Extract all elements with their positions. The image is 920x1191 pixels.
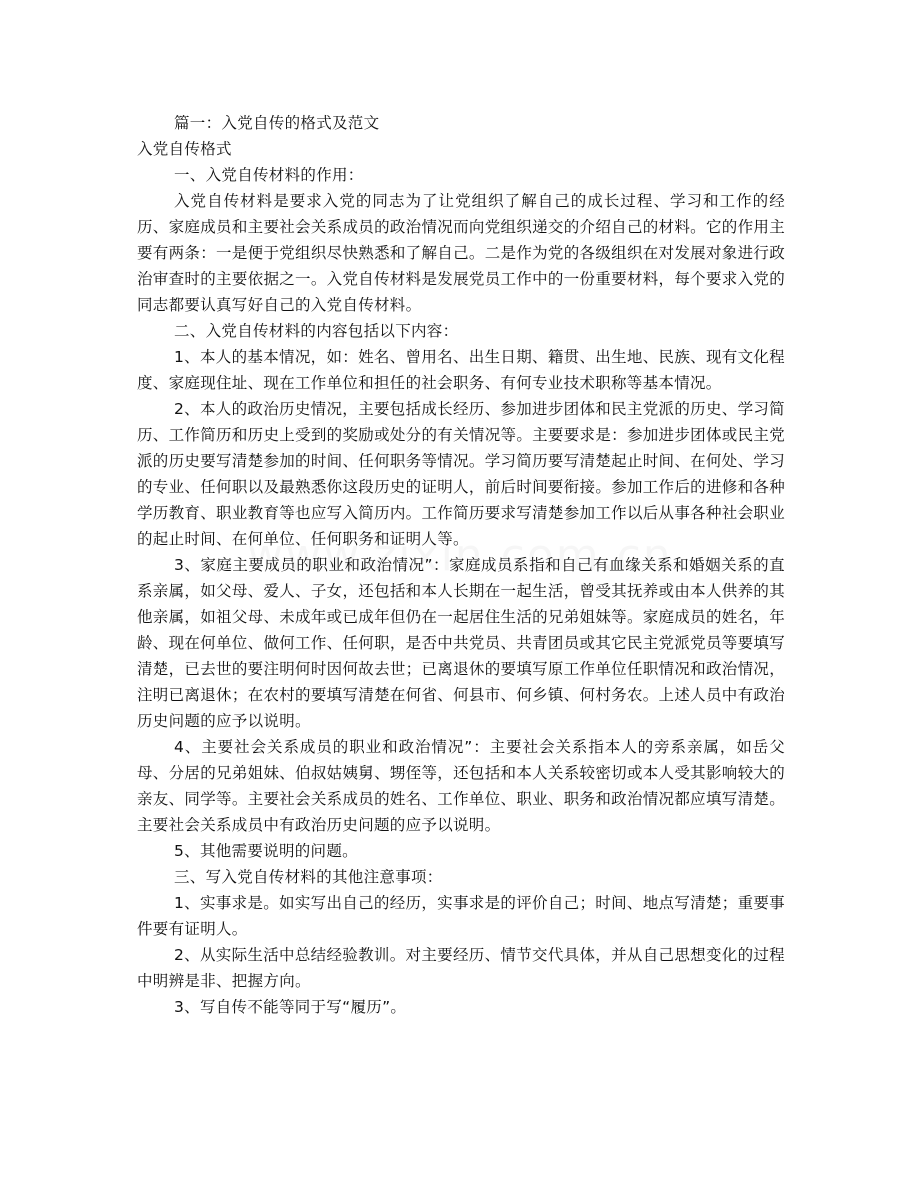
paragraph: 入党自传材料是要求入党的同志为了让党组织了解自己的成长过程、学习和工作的经历、家庭成员和主要社会关系成员的政治情况而向党组织递交的介绍自己的材料。它的作用主要有两条：一是便于党组织尽快熟悉和了解自己。二是作为党的各级组织在对发展对象进行政治审查时的主要依据之一。入党自传材料是发展党员工作中的一份重要材料，每个要求入党的同志都要认真写好自己的入党自传材料。 [137,192,785,314]
paragraph: 2、从实际生活中总结经验教训。对主要经历、情节交代具体，并从自己思想变化的过程中明辨是非、把握方向。 [137,946,785,990]
paragraph: 5、其他需要说明的问题。 [174,842,358,860]
document-subtitle: 入党自传格式 [137,140,232,158]
paragraph: 3、写自传不能等同于写“履历”。 [174,998,407,1016]
paragraph: 1、实事求是。如实写出自己的经历，实事求是的评价自己；时间、地点写清楚；重要事件要有证明人。 [137,894,785,938]
paragraph: 三、写入党自传材料的其他注意事项： [174,868,443,886]
document-body [137,110,785,1020]
paragraph: 二、入党自传材料的内容包括以下内容： [174,322,459,340]
paragraph: 3、家庭主要成员的职业和政治情况”：家庭成员系指和自己有血缘关系和婚姻关系的直系亲属，如父母、爱人、子女，还包括和本人长期在一起生活，曾受其抚养或由本人供养的其他亲属，如祖父母、未成年或已成年但仍在一起居住生活的兄弟姐妹等。家庭成员的姓名，年龄、现在何单位、做何工作、任何职，是否中共党员、共青团员或其它民主党派党员等要填写清楚，已去世的要注明何时因何故去世；已离退休的要填写原工作单位任职情况和政治情况，注明已离退休；在农村的要填写清楚在何省、何县市、何乡镇、何村务农。上述人员中有政治历史问题的应予以说明。 [137,556,785,730]
paragraph: 2、本人的政治历史情况，主要包括成长经历、参加进步团体和民主党派的历史、学习简历、工作简历和历史上受到的奖励或处分的有关情况等。主要要求是：参加进步团体或民主党派的历史要写清楚参加的时间、任何职务等情况。学习简历要写清楚起止时间、在何处、学习的专业、任何职以及最熟悉你这段历史的证明人，前后时间要衔接。参加工作后的进修和各种学历教育、职业教育等也应写入简历内。工作简历要求写清楚参加工作以后从事各种社会职业的起止时间、在何单位、任何职务和证明人等。 [137,400,785,548]
document-title: 篇一：入党自传的格式及范文 [174,114,380,132]
paragraph: 1、本人的基本情况，如：姓名、曾用名、出生日期、籍贯、出生地、民族、现有文化程度、家庭现住址、现在工作单位和担任的社会职务、有何专业技术职称等基本情况。 [137,348,785,392]
paragraph: 一、入党自传材料的作用： [174,166,364,184]
paragraph: 4、主要社会关系成员的职业和政治情况”：主要社会关系指本人的旁系亲属，如岳父母、分居的兄弟姐妹、伯叔姑姨舅、甥侄等，还包括和本人关系较密切或本人受其影响较大的亲友、同学等。主要社会关系成员的姓名、工作单位、职业、职务和政治情况都应填写清楚。主要社会关系成员中有政治历史问题的应予以说明。 [137,738,785,834]
